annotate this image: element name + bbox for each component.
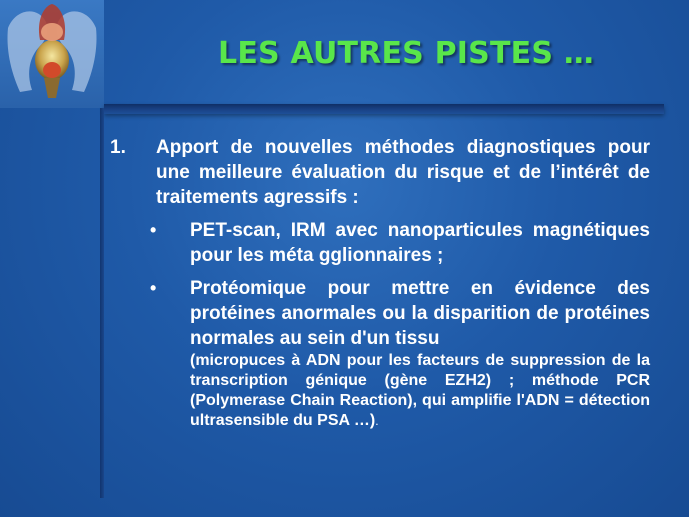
bullet-icon: • — [150, 220, 157, 240]
left-vertical-band — [100, 108, 104, 498]
item-number: 1. — [110, 137, 126, 158]
bullet-detail — [190, 351, 650, 431]
slide-title: LES AUTRES PISTES … — [218, 36, 594, 71]
title-underline-band — [104, 104, 664, 114]
bullet-text: Protéomique pour mettre en évidence des protéines anormales ou la disparition de protéines normales au sein d'un tissu — [190, 278, 650, 349]
bullet-item-proteomique — [110, 276, 650, 431]
bullet-text-block — [190, 276, 650, 431]
pelvis-emblem-graphic — [0, 0, 104, 108]
pelvis-logo-icon — [0, 0, 104, 108]
bullet-item-pet-scan — [110, 218, 650, 268]
bullet-icon: • — [150, 278, 157, 298]
bullet-detail-text: (micropuces à ADN pour les facteurs de suppression de la transcription génique (gène EZH2) ; méthode PCR (Polymerase Chain Reaction), qui amplifie l'ADN = détection ultrasensible du PSA …) — [190, 352, 650, 429]
item-text: Apport de nouvelles méthodes diagnostiques pour une meilleure évaluation du risque et de l’intérêt de traitements agressifs : — [156, 137, 650, 208]
bullet-list — [110, 218, 650, 431]
bullet-text: PET-scan, IRM avec nanoparticules magnétiques pour les méta gglionnaires ; — [190, 220, 650, 266]
bullet-detail-tail: . — [375, 414, 379, 428]
numbered-item-1 — [110, 135, 650, 210]
slide-body — [110, 135, 650, 439]
